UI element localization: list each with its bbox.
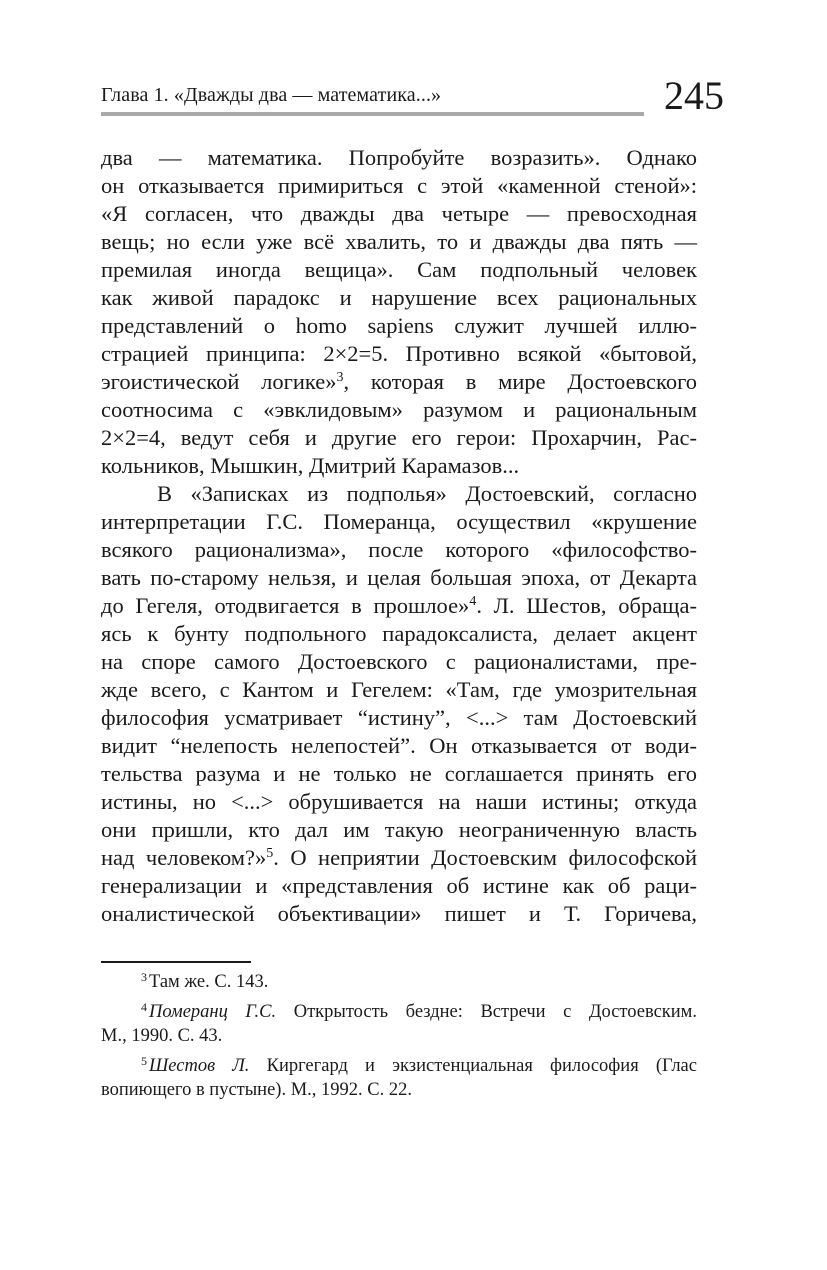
text-fragment: , которая в мире Достоевского (343, 369, 697, 394)
text-fragment: . Л. Шестов, обраща- (476, 593, 697, 618)
text-line: оналистической объективации» пишет и Т. Горичева, (101, 901, 697, 926)
text-line: на споре самого Достоевского с рационалистами, пре- (101, 649, 697, 674)
footnote-mark: 5 (141, 1054, 147, 1068)
page-number: 245 (664, 73, 724, 118)
text-line: всякого рационализма», после которого «философство- (101, 537, 697, 562)
footnote-line (101, 1054, 697, 1078)
footnote-ref: 5 (266, 846, 274, 861)
text-line: страцией принципа: 2×2=5. Противно всякой «бытовой, (101, 341, 697, 366)
text-line: они пришли, кто дал им такую неограниченную власть (101, 817, 697, 842)
running-title: Глава 1. «Дважды два — математика...» (101, 84, 442, 106)
text-line: генерализации и «представления об истине как об раци- (101, 873, 697, 898)
text-line: как живой парадокс и нарушение всех рациональных (101, 285, 697, 310)
footnote-text: Там же. С. 143. (149, 972, 269, 992)
text-line: 2×2=4, ведут себя и другие его герои: Прохарчин, Рас- (101, 425, 697, 450)
text-fragment: над человеком?» (101, 845, 267, 870)
text-line: соотносима с «эвклидовым» разумом и рациональным (101, 397, 697, 422)
text-line: философия усматривает “истину”, <...> там Достоевский (101, 705, 697, 730)
text-line: он отказывается примириться с этой «каменной стеной»: (101, 173, 697, 198)
text-line: премилая иногда вещица». Сам подпольный человек (101, 257, 697, 282)
footnote-3 (101, 970, 697, 994)
footnote-line: вопиющего в пустыне). М., 1992. С. 22. (101, 1080, 412, 1100)
text-fragment: . О неприятии Достоевским философской (273, 845, 697, 870)
footnote-ref: 4 (469, 594, 477, 609)
footnote-5 (101, 1054, 697, 1102)
text-line: «Я согласен, что дважды два четыре — превосходная (101, 201, 697, 226)
text-line: тельства разума и не только не соглашается принять его (101, 761, 697, 786)
footnote-4 (101, 1000, 697, 1048)
footnote-line (101, 970, 697, 994)
footnote-line: М., 1990. С. 43. (101, 1026, 223, 1046)
text-line: вать по-старому нельзя, и целая большая эпоха, от Декарта (101, 565, 697, 590)
body-text (101, 144, 697, 928)
text-line (101, 368, 697, 396)
text-line: кольников, Мышкин, Дмитрий Карамазов... (101, 453, 520, 478)
text-line: ясь к бунту подпольного парадоксалиста, делает акцент (101, 621, 697, 646)
text-line: жде всего, с Кантом и Гегелем: «Там, где умозрительная (101, 677, 697, 702)
footnote-line (101, 1000, 697, 1024)
footnote-ref: 3 (336, 370, 344, 385)
footnotes (101, 970, 697, 1102)
text-line: видит “нелепость нелепостей”. Он отказывается от води- (101, 733, 697, 758)
footnote-mark: 3 (141, 970, 147, 984)
text-fragment: до Гегеля, отодвигается в прошлое» (101, 593, 470, 618)
footnote-author: Шестов Л. (149, 1056, 250, 1076)
text-fragment: эгоистической логике» (101, 369, 337, 394)
footnote-text: Киргегард и экзистенциальная философия (Глас (249, 1056, 697, 1076)
text-line: два — математика. Попробуйте возразить». Однако (101, 145, 697, 170)
text-line: интерпретации Г.С. Померанца, осуществил «крушение (101, 509, 697, 534)
header-rule (101, 112, 644, 116)
text-line: представлений о homo sapiens служит лучшей иллю- (101, 313, 697, 338)
text-line: вещь; но если уже всё хвалить, то и дважды два пять — (101, 229, 697, 254)
text-line: В «Записках из подполья» Достоевский, согласно (157, 481, 697, 506)
footnote-mark: 4 (141, 1000, 147, 1014)
text-line: истины, но <...> обрушивается на наши истины; откуда (101, 789, 697, 814)
footnote-rule (101, 961, 251, 963)
footnote-text: Открытость бездне: Встречи с Достоевским. (276, 1002, 697, 1022)
footnote-author: Померанц Г.С. (149, 1002, 277, 1022)
text-line (101, 592, 697, 620)
text-line (101, 844, 697, 872)
